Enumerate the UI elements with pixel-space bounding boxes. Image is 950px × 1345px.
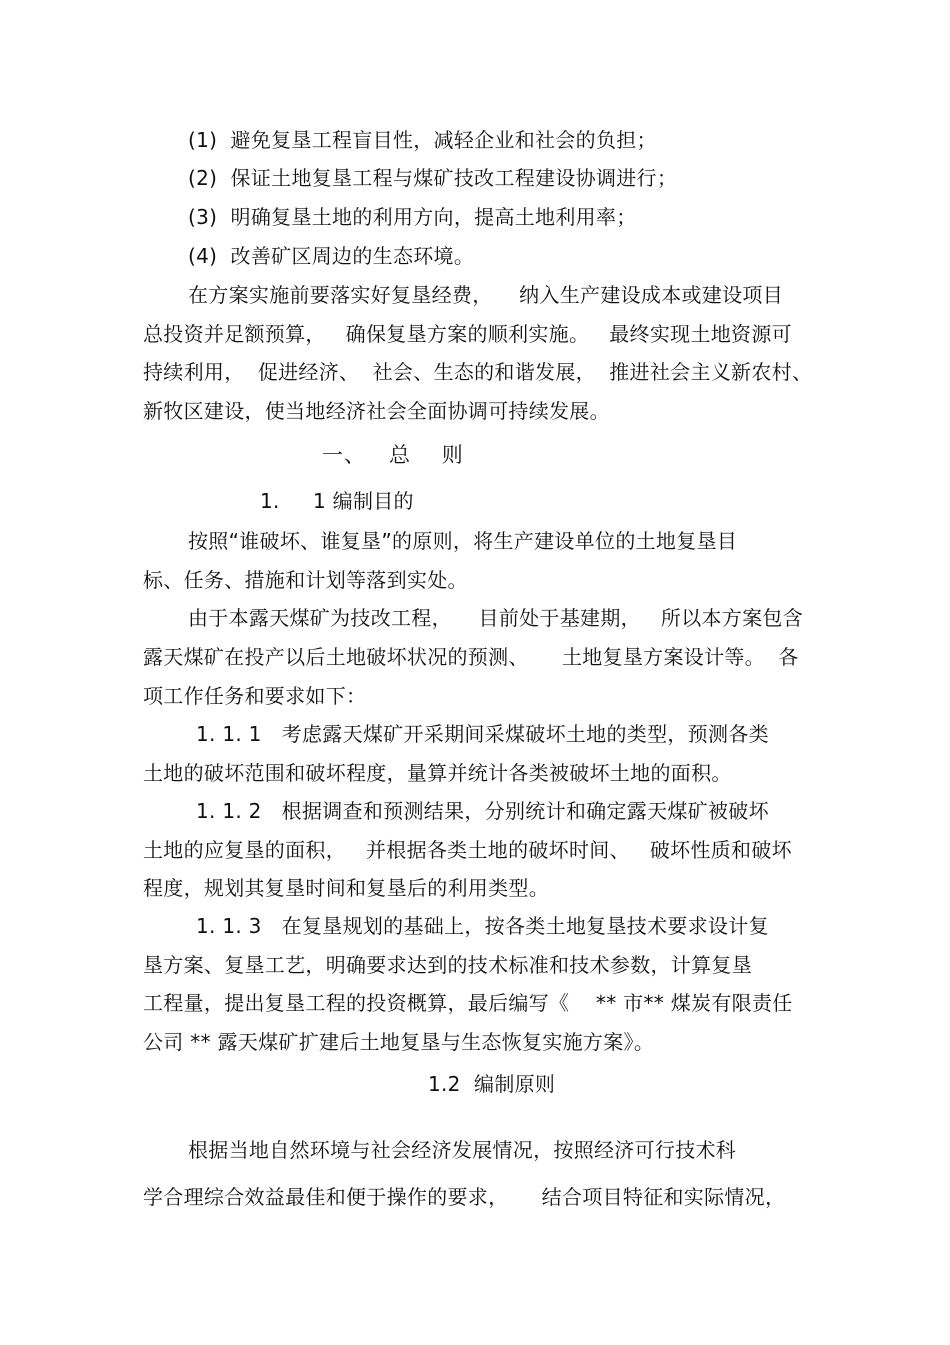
paragraph-line: 项工作任务和要求如下： xyxy=(143,684,367,708)
paragraph-line: 按照“谁破坏、谁复垦”的原则，将生产建设单位的土地复垦目 xyxy=(188,529,738,553)
clause-1-1-3: 1. 1. 3 在复垦规划的基础上，按各类土地复垦技术要求设计复 xyxy=(196,914,769,938)
paragraph-line: 土地的应复垦的面积， 并根据各类土地的破坏时间、 破坏性质和破坏 xyxy=(143,838,792,862)
paragraph-line: 土地的破坏范围和破坏程度，量算并统计各类被破坏土地的面积。 xyxy=(143,761,732,785)
clause-1-1-2: 1. 1. 2 根据调查和预测结果，分别统计和确定露天煤矿被破坏 xyxy=(196,799,769,823)
section-heading: 一、 总 则 xyxy=(322,443,464,467)
paragraph-line: 根据当地自然环境与社会经济发展情况，按照经济可行技术科 xyxy=(188,1138,737,1162)
paragraph-line: 垦方案、复垦工艺，明确要求达到的技术标准和技术参数，计算复垦 xyxy=(143,953,752,977)
paragraph-line: 在方案实施前要落实好复垦经费， 纳入生产建设成本或建设项目 xyxy=(188,283,784,307)
list-item-3: (3) 明确复垦土地的利用方向，提高土地利用率； xyxy=(188,205,637,229)
paragraph-line: 露天煤矿在投产以后土地破坏状况的预测、 土地复垦方案设计等。 各 xyxy=(143,645,799,669)
paragraph-line: 程度，规划其复垦时间和复垦后的利用类型。 xyxy=(143,876,549,900)
subsection-heading: 1. 1 编制目的 xyxy=(260,489,414,513)
paragraph-line: 公司 ** 露天煤矿扩建后土地复垦与生态恢复实施方案》。 xyxy=(143,1030,655,1054)
paragraph-line: 工程量，提出复垦工程的投资概算，最后编写《 ** 市** 煤炭有限责任 xyxy=(143,991,793,1015)
paragraph-line: 新牧区建设，使当地经济社会全面协调可持续发展。 xyxy=(143,399,610,423)
paragraph-line: 总投资并足额预算， 确保复垦方案的顺利实施。 最终实现土地资源可 xyxy=(143,322,792,346)
paragraph-line: 由于本露天煤矿为技改工程， 目前处于基建期， 所以本方案包含 xyxy=(188,606,804,630)
subsection-heading: 1.2 编制原则 xyxy=(428,1072,556,1096)
clause-1-1-1: 1. 1. 1 考虑露天煤矿开采期间采煤破坏土地的类型，预测各类 xyxy=(196,722,769,746)
list-item-2: (2) 保证土地复垦工程与煤矿技改工程建设协调进行； xyxy=(188,166,678,190)
paragraph-line: 学合理综合效益最佳和便于操作的要求， 结合项目特征和实际情况， xyxy=(143,1185,786,1209)
list-item-1: (1) 避免复垦工程盲目性，减轻企业和社会的负担； xyxy=(188,128,657,152)
paragraph-line: 持续利用， 促进经济、 社会、生态的和谐发展， 推进社会主义新农村、 xyxy=(143,360,813,384)
list-item-4: (4) 改善矿区周边的生态环境。 xyxy=(188,244,475,268)
paragraph-line: 标、任务、措施和计划等落到实处。 xyxy=(143,568,468,592)
